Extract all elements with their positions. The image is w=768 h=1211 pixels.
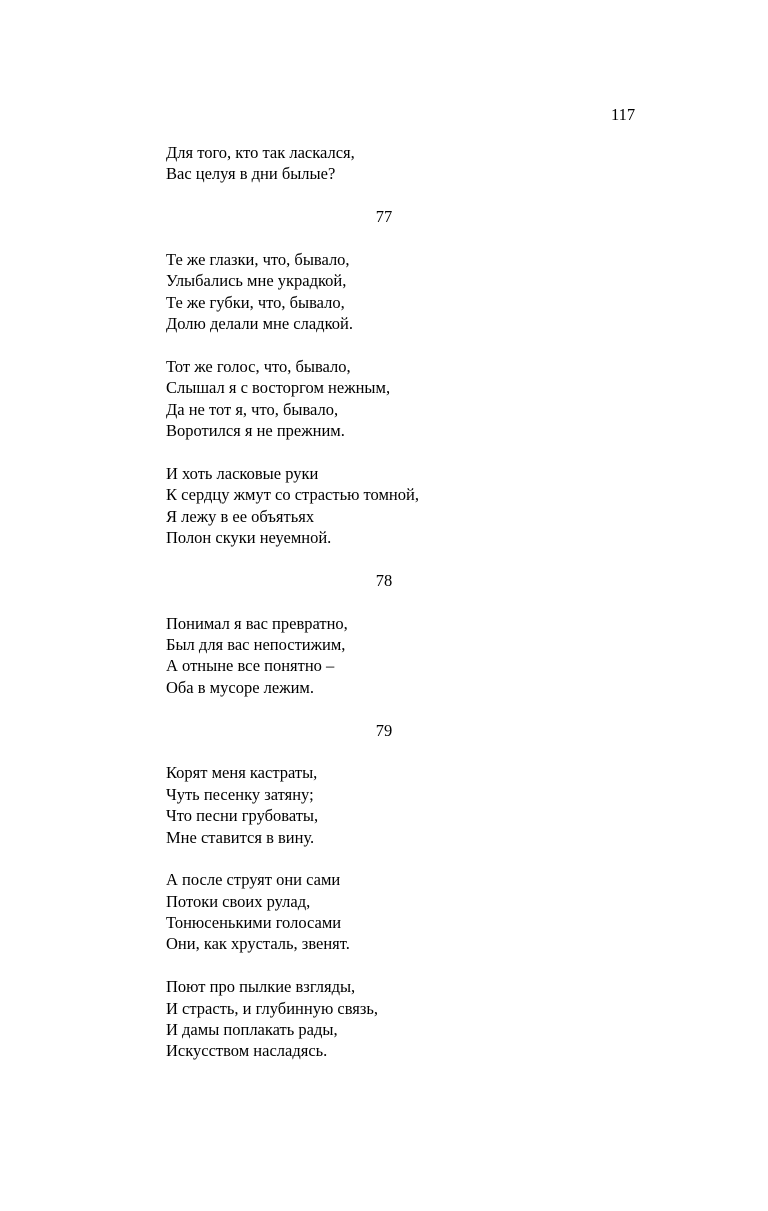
verse-line: Вас целуя в дни былые? — [166, 164, 336, 184]
verse-line: Тонюсенькими голосами — [166, 913, 342, 933]
verse-line: Чуть песенку затяну; — [166, 784, 314, 804]
verse-line: Мне ставится в вину. — [166, 827, 315, 847]
stanza — [166, 463, 606, 549]
verse-line: Они, как хрусталь, звенят. — [166, 934, 350, 954]
verse-line: Оба в мусоре лежим. — [166, 677, 314, 697]
verse-line: И дамы поплакать рады, — [166, 1020, 338, 1040]
verse-line: А отныне все понятно – — [166, 656, 335, 676]
verse-line: Воротился я не прежним. — [166, 421, 345, 441]
verse-line: Долю делали мне сладкой. — [166, 314, 353, 334]
stanza — [166, 976, 606, 1062]
verse-line: Поют про пылкие взгляды, — [166, 977, 356, 997]
text-column — [166, 142, 606, 1062]
stanza — [166, 356, 606, 442]
page-number: 117 — [611, 105, 636, 124]
stanza-gap — [166, 848, 606, 869]
verse-line: А после струят они сами — [166, 870, 341, 890]
verse-line: Тот же голос, что, бывало, — [166, 356, 351, 376]
verse-line: Искусством насладясь. — [166, 1041, 328, 1061]
stanza — [166, 142, 606, 185]
verse-line: Был для вас непостижим, — [166, 634, 346, 654]
verse-line: Потоки своих рулад, — [166, 891, 311, 911]
stanza-gap — [166, 955, 606, 976]
stanza-gap — [166, 741, 606, 762]
stanza — [166, 249, 606, 335]
stanza — [166, 869, 606, 955]
verse-line: Для того, кто так ласкался, — [166, 143, 355, 162]
stanza — [166, 613, 606, 699]
verse-line: Полон скуки неуемной. — [166, 528, 332, 548]
stanza-gap — [166, 441, 606, 462]
stanza-gap — [166, 335, 606, 356]
verse-line: Те же губки, что, бывало, — [166, 292, 345, 312]
verse-line: Да не тот я, что, бывало, — [166, 399, 339, 419]
verse-line: Корят меня кастраты, — [166, 763, 318, 783]
stanza-gap — [166, 591, 606, 612]
poem-number: 78 — [375, 570, 393, 590]
stanza-gap — [166, 185, 606, 206]
stanza-gap — [166, 698, 606, 719]
stanza — [166, 762, 606, 848]
verse-line: Улыбались мне украдкой, — [166, 271, 347, 291]
verse-line: И страсть, и глубинную связь, — [166, 998, 379, 1018]
verse-line: Что песни грубоваты, — [166, 806, 319, 826]
verse-line: Я лежу в ее объятьях — [166, 506, 315, 526]
verse-line: Слышал я с восторгом нежным, — [166, 378, 391, 398]
verse-line: К сердцу жмут со страстью томной, — [166, 485, 419, 505]
stanza-gap — [166, 548, 606, 569]
verse-line: Те же глазки, что, бывало, — [166, 249, 350, 269]
verse-line: Понимал я вас превратно, — [166, 613, 348, 633]
stanza-gap — [166, 228, 606, 249]
verse-line: И хоть ласковые руки — [166, 463, 319, 483]
poem-number: 79 — [375, 720, 393, 740]
poem-number: 77 — [375, 207, 393, 227]
